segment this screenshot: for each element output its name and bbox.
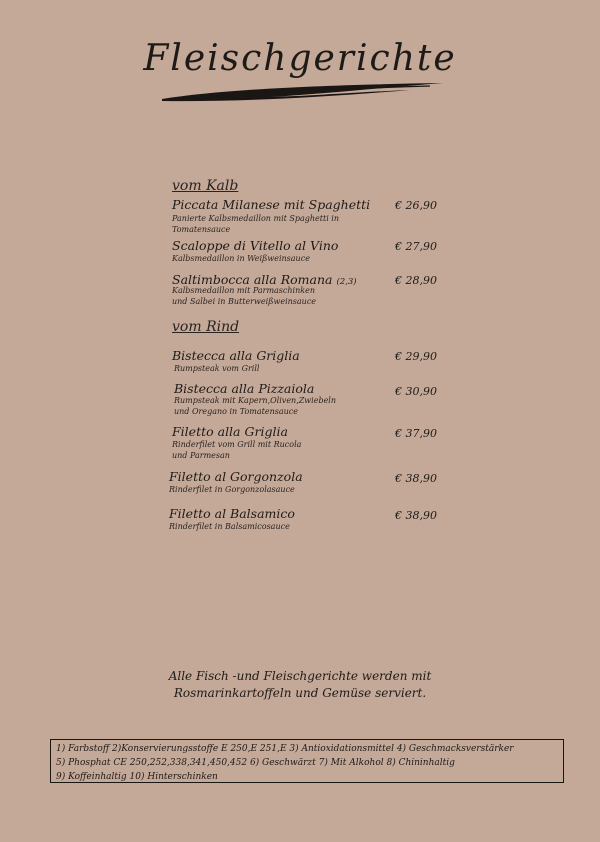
dish-description: Rinderfilet in Balsamicosauce [169,522,290,531]
note-line: Rosmarinkartoffeln und Gemüse serviert. [173,686,427,700]
dish-price: € 30,90 [395,385,437,398]
allergen-line: 1) Farbstoff 2)Konservierungsstoffe E 250,E 251,E 3) Antioxidationsmittel 4) Geschmacksverstärker [56,744,514,754]
dish-price: € 37,90 [395,427,437,440]
brush-stroke-divider [160,80,445,106]
dish-name: Bistecca alla Griglia [172,348,300,363]
dish-price: € 26,90 [395,199,437,212]
dish-price: € 38,90 [395,509,437,522]
dish-description: Tomatensauce [172,225,231,234]
dish-description: Rumpsteak mit Kapern,Oliven,Zwiebeln [174,396,337,405]
dish-price: € 27,90 [395,240,437,253]
dish-name: Scaloppe di Vitello al Vino [172,238,339,253]
dish-name: Bistecca alla Pizzaiola [174,381,315,396]
dish-description: und Oregano in Tomatensauce [174,407,298,416]
allergen-legend-box [50,739,564,783]
dish-price: € 38,90 [395,472,437,485]
dish-description: Kalbsmedaillon in Weißweinsauce [172,254,310,263]
dish-name: Piccata Milanese mit Spaghetti [172,197,371,212]
allergen-mark: (2,3) [336,277,357,287]
dish-description: und Parmesan [172,451,230,460]
dish-price: € 28,90 [395,274,437,287]
dish-description: Rinderfilet vom Grill mit Rucola [172,440,302,449]
note-line: Alle Fisch -und Fleischgerichte werden mit [168,669,432,683]
dish-name: Filetto alla Griglia [172,424,288,439]
dish-description: Rumpsteak vom Grill [174,364,260,373]
dish-name: Filetto al Balsamico [169,506,295,521]
dish-name: Filetto al Gorgonzola [169,469,303,484]
side-dish-note [0,668,600,702]
allergen-line: 9) Koffeinhaltig 10) Hinterschinken [56,772,218,782]
allergen-line: 5) Phosphat CE 250,252,338,341,450,452 6) Geschwärzt 7) Mit Alkohol 8) Chininhaltig [56,758,455,768]
section-heading-rind: vom Rind [172,319,240,335]
dish-name-text: Saltimbocca alla Romana [172,272,333,287]
section-heading-kalb: vom Kalb [172,178,239,194]
dish-description: und Salbei in Butterweißweinsauce [172,297,317,306]
dish-description: Panierte Kalbsmedaillon mit Spaghetti in [172,214,340,223]
dish-price: € 29,90 [395,350,437,363]
dish-description: Kalbsmedaillon mit Parmaschinken [172,286,315,295]
dish-description: Rinderfilet in Gorgonzolasauce [169,485,295,494]
page-title: Fleischgerichte [143,38,457,79]
